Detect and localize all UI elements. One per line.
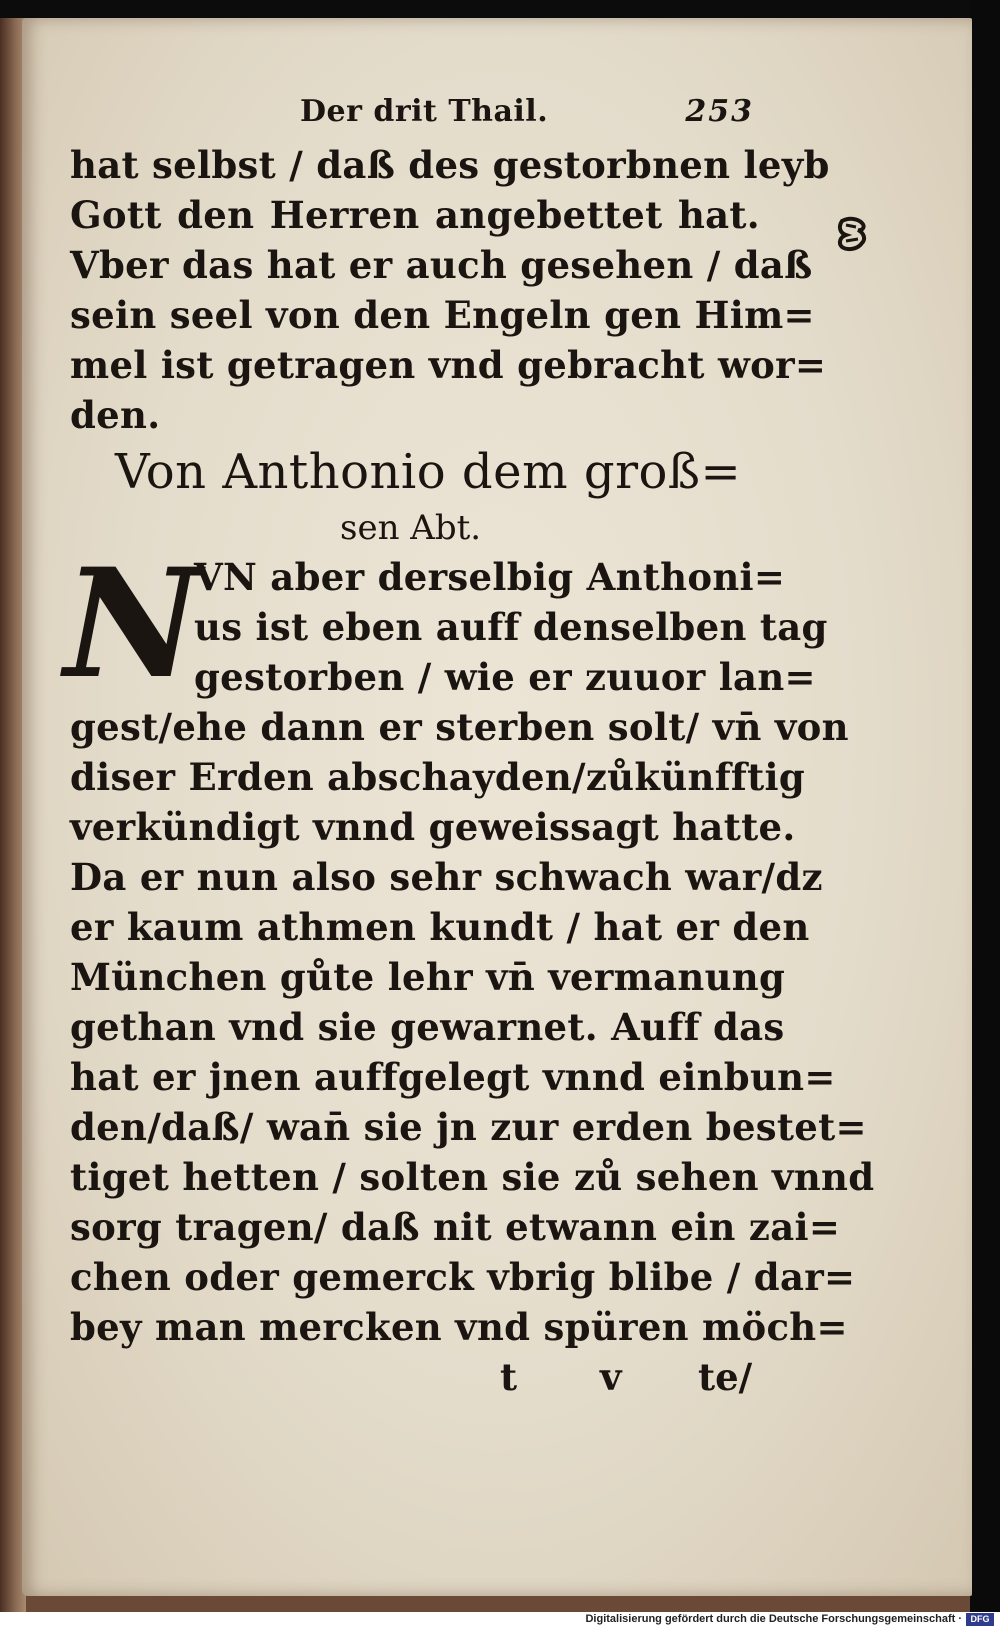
text-line: mel ist getragen vnd gebracht wor= — [70, 343, 827, 387]
text-line: sein seel von den Engeln gen Him= — [70, 293, 815, 337]
text-line: Da er nun also sehr schwach war/dz — [70, 855, 823, 899]
page-text-block — [64, 88, 875, 1402]
book-page — [22, 18, 972, 1596]
text-line: sorg tragen/ daß nit etwann ein zai= — [70, 1205, 841, 1249]
text-line: chen oder gemerck vbrig blibe / dar= — [70, 1255, 856, 1299]
text-line: gest/ehe dann er sterben solt/ vn̄ von — [70, 705, 849, 749]
section-heading: Von Anthonio dem groß= — [115, 444, 742, 500]
text-line: hat selbst / daß des gestorbnen leyb — [70, 143, 830, 187]
running-title: Der drit Thail. — [300, 94, 549, 129]
text-line: hat er jnen auffgelegt vnnd einbun= — [70, 1055, 836, 1099]
text-line: München gůte lehr vn̄ vermanung — [70, 955, 786, 999]
text-line: VN aber derselbig Anthoni= — [194, 555, 786, 599]
catchword-line — [70, 1352, 760, 1402]
dfg-logo: DFG — [966, 1613, 994, 1626]
manicule-icon — [832, 213, 876, 257]
text-line: den. — [70, 393, 161, 437]
decorated-initial: N — [64, 536, 202, 712]
scan-right-border — [970, 0, 1000, 1612]
page-number: 253 — [685, 94, 754, 129]
text-line: den/daß/ wan̄ sie jn zur erden bestet= — [70, 1105, 867, 1149]
text-line: Gott den Herren angebettet hat. — [70, 193, 760, 237]
text-line: verkündigt vnnd geweissagt hatte. — [70, 805, 796, 849]
text-line: us ist eben auff denselben tag — [194, 605, 828, 649]
text-line: bey man mercken vnd spüren möch= — [70, 1305, 848, 1349]
section-heading-continued: sen Abt. — [340, 508, 482, 548]
text-line: gestorben / wie er zuuor lan= — [194, 655, 816, 699]
digitization-credit: Digitalisierung gefördert durch die Deutsche Forschungsgemeinschaft · — [585, 1613, 962, 1625]
text-line: diser Erden abschayden/zůkünfftig — [70, 755, 806, 799]
text-line: tiget hetten / solten sie zů sehen vnnd — [70, 1155, 875, 1199]
text-line: gethan vnd sie gewarnet. Auff das — [70, 1005, 785, 1049]
text-line: Vber das hat er auch gesehen / daß — [70, 243, 813, 287]
text-line: er kaum athmen kundt / hat er den — [70, 905, 810, 949]
catchword: te/ — [698, 1355, 753, 1399]
signature-mark-secondary: v — [600, 1355, 622, 1399]
initial-paragraph — [64, 536, 828, 712]
page-header — [70, 88, 760, 140]
signature-mark: t — [500, 1355, 518, 1399]
